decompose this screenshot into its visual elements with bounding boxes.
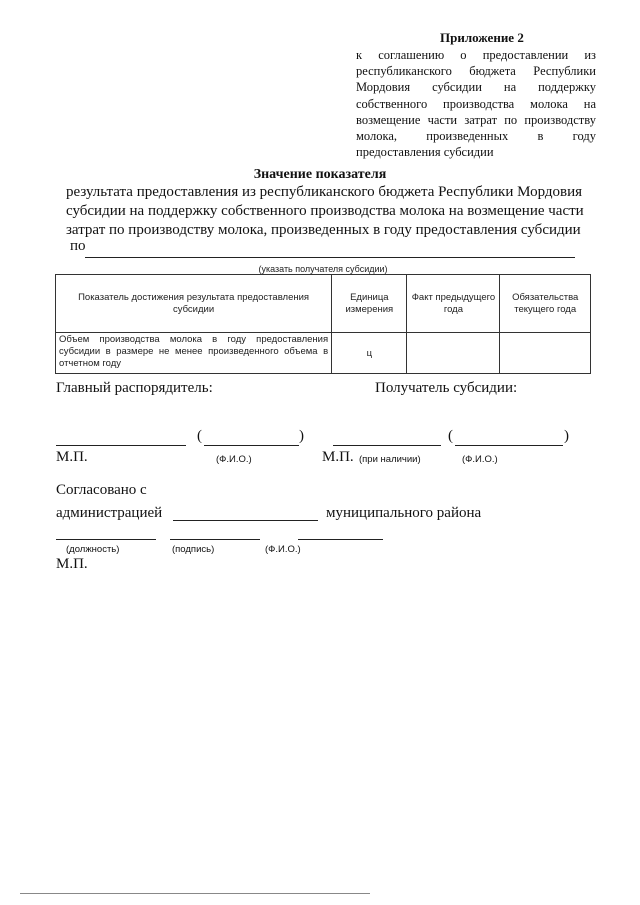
manager-fio-line[interactable] [204, 431, 299, 446]
bottom-divider [20, 893, 370, 894]
recipient-fio-hint: (Ф.И.О.) [462, 454, 498, 465]
indicator-table [55, 264, 591, 374]
agreed-label: Согласовано с [56, 482, 147, 498]
manager-fio-hint: (Ф.И.О.) [216, 454, 252, 465]
main-manager-label: Главный распорядитель: [56, 380, 213, 396]
table-header-row [56, 275, 591, 333]
recipient-hint: (указать получателя субсидии) [56, 264, 591, 275]
municipal-district-label: муниципального района [326, 505, 482, 521]
recipient-signature-line[interactable] [333, 431, 441, 446]
column-header: Единица измерения [332, 275, 407, 333]
document-title: Значение показателя [253, 167, 387, 182]
position-hint: (должность) [66, 544, 120, 555]
column-header: Показатель достижения результата предоставления субсидии [56, 275, 332, 333]
close-paren: ) [299, 428, 304, 444]
po-label: по [70, 238, 86, 254]
column-header: Обязательства текущего года [500, 275, 591, 333]
obligation-cell[interactable] [500, 333, 591, 374]
recipient-fio-line[interactable] [455, 431, 563, 446]
appendix-text: к соглашению о предоставлении из республиканского бюджета Республики Мордовия субсидии на поддержку собственного производства молока на возмещение части затрат по производству молока, произведенных в году предоставления субсидии [356, 48, 596, 160]
recipient-input-line[interactable] [85, 242, 575, 258]
recipient-label: Получатель субсидии: [375, 380, 518, 396]
signature-hint: (подпись) [172, 544, 215, 555]
administration-name-line[interactable] [173, 506, 318, 521]
close-paren: ) [564, 428, 569, 444]
table-row [56, 333, 591, 374]
indicator-cell: Объем производства молока в году предоставления субсидии в размере не менее произведенного объема в отчетном году [56, 333, 332, 374]
unit-cell: ц [332, 333, 407, 374]
appendix-title: Приложение 2 [440, 30, 524, 45]
recipient-stamp-label: М.П. [322, 449, 354, 465]
recipient-stamp-hint: (при наличии) [359, 454, 421, 465]
fact-cell[interactable] [407, 333, 500, 374]
column-header: Факт предыдущего года [407, 275, 500, 333]
agreed-stamp-label: М.П. [56, 556, 88, 572]
administration-label: администрацией [56, 505, 163, 521]
fio-line[interactable] [298, 525, 383, 540]
manager-stamp-label: М.П. [56, 449, 88, 465]
document-subtitle: результата предоставления из республиканского бюджета Республики Мордовия субсидии на поддержку собственного производства молока на возмещение части затрат по производству молока, произведенных в году предоставления субсидии [66, 184, 584, 238]
signature-line[interactable] [170, 525, 260, 540]
fio-hint: (Ф.И.О.) [265, 544, 301, 555]
position-line[interactable] [56, 525, 156, 540]
open-paren: ( [197, 428, 202, 444]
open-paren: ( [448, 428, 453, 444]
manager-signature-line[interactable] [56, 431, 186, 446]
